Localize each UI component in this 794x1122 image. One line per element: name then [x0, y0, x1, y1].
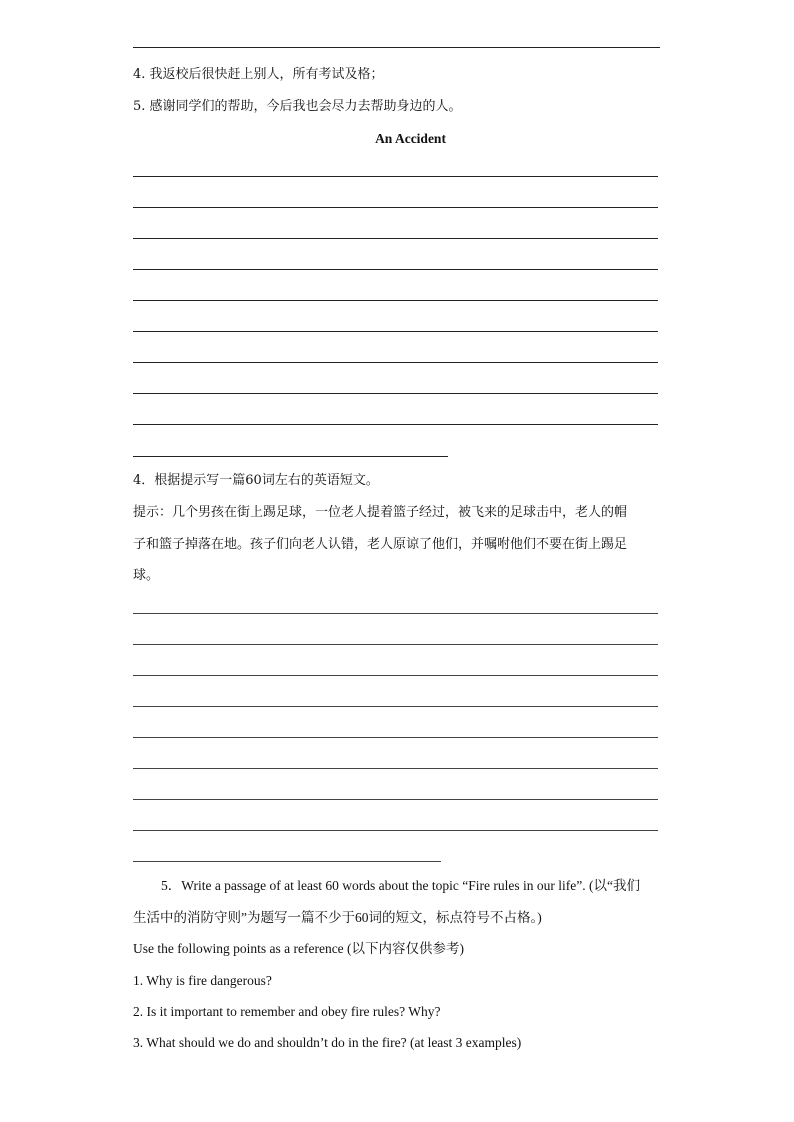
writing-line[interactable]	[133, 737, 658, 738]
writing-line[interactable]	[133, 830, 658, 831]
writing-line[interactable]	[133, 799, 658, 800]
top-writing-line	[133, 47, 660, 48]
question-5-instruction: 5．Write a passage of at least 60 words about the topic “Fire rules in our life”. (以“我们	[161, 878, 640, 893]
writing-line[interactable]	[133, 300, 658, 301]
reference-point: 3. What should we do and shouldn’t do in the fire? (at least 3 examples)	[133, 1035, 522, 1050]
question-5-instruction: 生活中的消防守则”为题写一篇不少于60词的短文，标点符号不占格。)	[133, 910, 542, 925]
question-4-prompt-line: 提示：几个男孩在街上踢足球，一位老人提着篮子经过，被飞来的足球击中，老人的帽	[133, 505, 628, 520]
reference-note: Use the following points as a reference (以下内容仅供参考)	[133, 941, 465, 956]
hint-5: 5. 感谢同学们的帮助，今后我也会尽力去帮助身边的人。	[133, 99, 462, 114]
writing-line[interactable]	[133, 207, 658, 208]
writing-line-short[interactable]	[133, 456, 448, 457]
writing-line-short[interactable]	[133, 861, 441, 862]
question-4-instruction: 4．根据提示写一篇60词左右的英语短文。	[133, 473, 379, 488]
reference-point: 2. Is it important to remember and obey fire rules? Why?	[133, 1004, 441, 1019]
writing-line[interactable]	[133, 331, 658, 332]
reference-point: 1. Why is fire dangerous?	[133, 973, 272, 988]
writing-line[interactable]	[133, 706, 658, 707]
writing-line[interactable]	[133, 269, 658, 270]
writing-line[interactable]	[133, 424, 658, 425]
writing-line[interactable]	[133, 644, 658, 645]
writing-line[interactable]	[133, 675, 658, 676]
writing-line[interactable]	[133, 393, 658, 394]
writing-line[interactable]	[133, 176, 658, 177]
writing-line[interactable]	[133, 768, 658, 769]
writing-line[interactable]	[133, 362, 658, 363]
question-4-prompt-line: 子和篮子掉落在地。孩子们向老人认错，老人原谅了他们，并嘱咐他们不要在街上踢足	[133, 537, 628, 552]
hint-4: 4. 我返校后很快赶上别人，所有考试及格；	[133, 67, 384, 82]
question-4-prompt-line: 球。	[133, 568, 160, 583]
writing-line[interactable]	[133, 238, 658, 239]
writing-line[interactable]	[133, 613, 658, 614]
essay-title: An Accident	[375, 131, 446, 146]
